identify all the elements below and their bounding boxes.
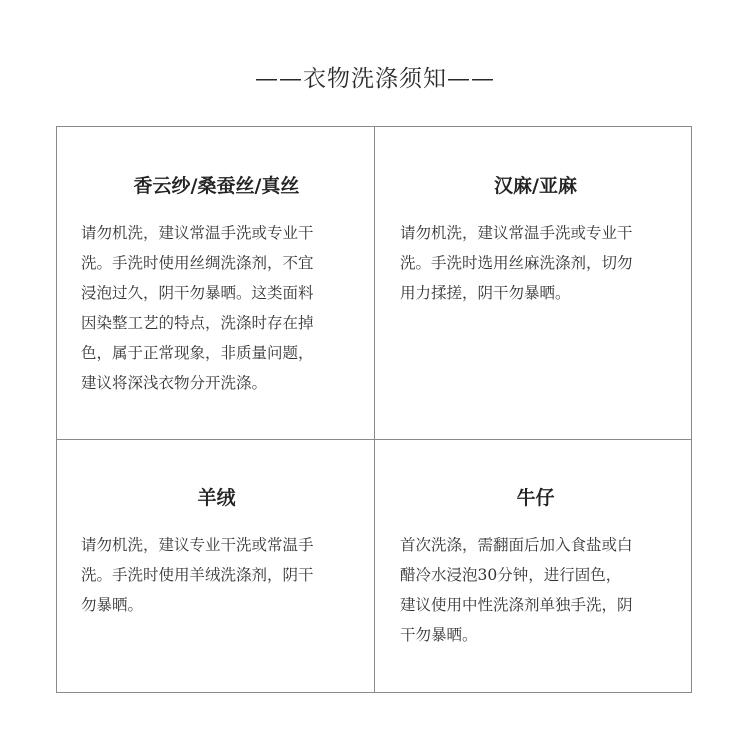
cell-body	[81, 530, 352, 620]
cell-heading: 羊绒	[197, 487, 236, 509]
body-line: 请勿机洗，建议常温手洗或专业干	[81, 224, 314, 242]
body-line: 洗。手洗时选用丝麻洗涤剂，切勿	[400, 254, 633, 272]
body-line: 首次洗涤，需翻面后加入食盐或白	[400, 536, 633, 554]
cell-heading: 牛仔	[516, 487, 555, 509]
care-cell-denim	[375, 485, 693, 650]
body-line: 醋冷水浸泡30分钟，进行固色，	[400, 566, 622, 584]
body-line: 请勿机洗，建议专业干洗或常温手	[81, 536, 314, 554]
body-line: 干勿暴晒。	[400, 626, 478, 644]
body-line: 请勿机洗，建议常温手洗或专业干	[400, 224, 633, 242]
cell-heading: 汉麻/亚麻	[494, 175, 577, 197]
page-title: ——衣物洗涤须知——	[255, 66, 495, 92]
care-cell-linen	[375, 173, 693, 308]
body-line: 用力揉搓，阴干勿暴晒。	[400, 284, 571, 302]
grid-divider-horizontal	[56, 439, 692, 440]
body-line: 勿暴晒。	[81, 596, 144, 614]
cell-body	[81, 218, 352, 398]
body-line: 建议使用中性洗涤剂单独手洗，阴	[400, 596, 633, 614]
body-line: 浸泡过久，阴干勿暴晒。这类面料	[81, 284, 314, 302]
cell-heading: 香云纱/桑蚕丝/真丝	[133, 175, 300, 197]
cell-body	[400, 218, 671, 308]
body-line: 洗。手洗时使用丝绸洗涤剂，不宜	[81, 254, 314, 272]
body-line: 洗。手洗时使用羊绒洗涤剂，阴干	[81, 566, 314, 584]
body-line: 建议将深浅衣物分开洗涤。	[81, 374, 268, 392]
body-line: 色，属于正常现象，非质量问题，	[81, 344, 314, 362]
care-cell-silk	[56, 173, 374, 398]
care-cell-cashmere	[56, 485, 374, 620]
body-line: 因染整工艺的特点，洗涤时存在掉	[81, 314, 314, 332]
cell-body	[400, 530, 671, 650]
